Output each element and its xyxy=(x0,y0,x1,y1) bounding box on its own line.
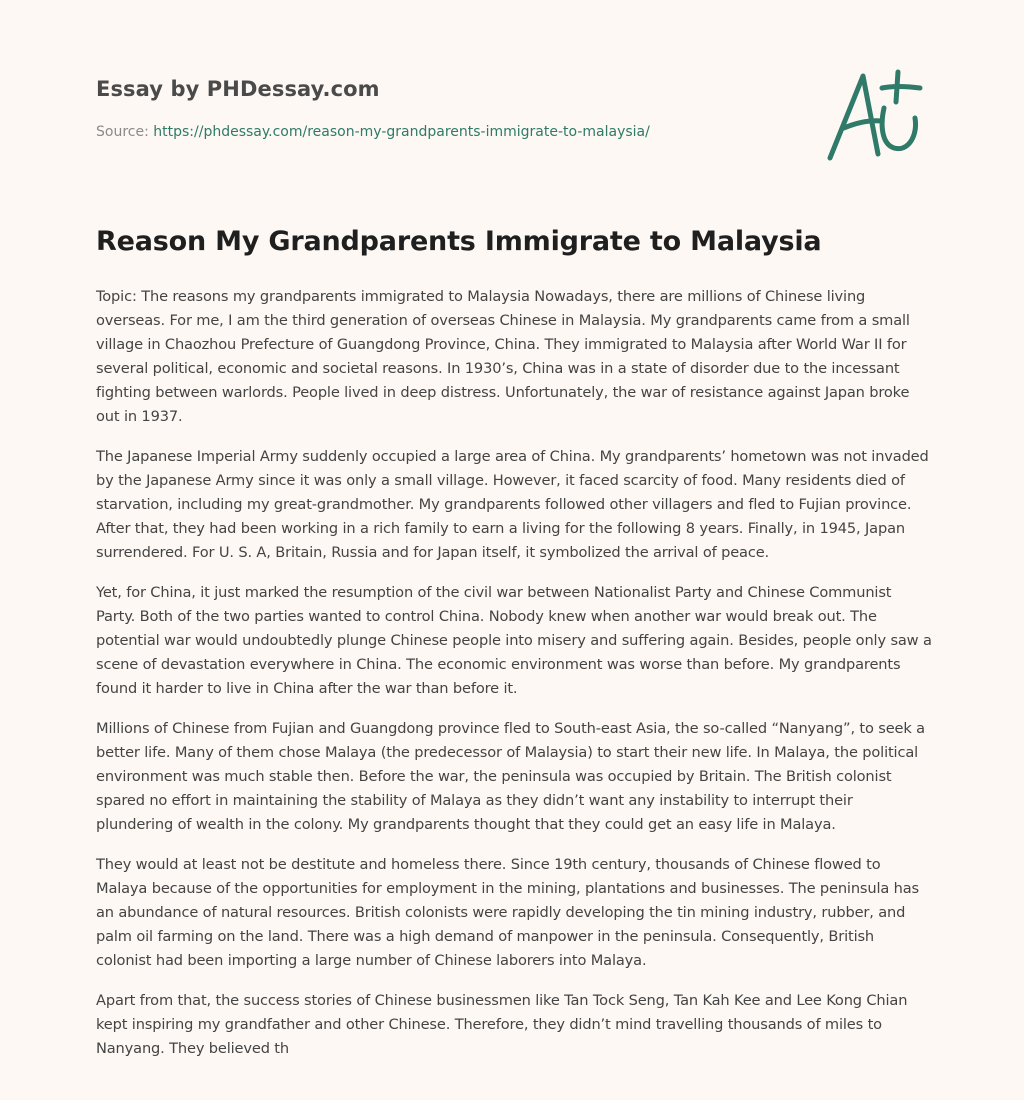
essay-paragraph: Topic: The reasons my grandparents immigrated to Malaysia Nowadays, there are millions of Chinese living overseas. For me, I am the third generation of overseas Chinese in Malaysia. My grandparents came from a small village in Chaozhou Prefecture of Guangdong Province, China. They immigrated to Malaysia after World War II for several political, economic and societal reasons. In 1930’s, China was in a state of disorder due to the incessant fighting between warlords. People lived in deep distress. Unfortunately, the war of resistance against Japan broke out in 1937. xyxy=(96,288,910,425)
essay-paragraph: Millions of Chinese from Fujian and Guangdong province fled to South-east Asia, the so-called “Nanyang”, to seek a better life. Many of them chose Malaya (the predecessor of Malaysia) to start their new life. In Malaya, the political environment was much stable then. Before the war, the peninsula was occupied by Britain. The British colonist spared no effort in maintaining the stability of Malaya as they didn’t want any instability to interrupt their plundering of wealth in the colony. My grandparents thought that they could get an easy life in Malaya. xyxy=(96,720,925,833)
source-label: Source: xyxy=(96,124,149,140)
essay-paragraph: Apart from that, the success stories of Chinese businessmen like Tan Tock Seng, Tan Kah Kee and Lee Kong Chian kept inspiring my grandfather and other Chinese. Therefore, they didn’t mind travelling thousands of miles to Nanyang. They believed th xyxy=(96,992,908,1057)
essay-paragraph: The Japanese Imperial Army suddenly occupied a large area of China. My grandparents’ hometown was not invaded by the Japanese Army since it was only a small village. However, it faced scarcity of food. Many residents died of starvation, including my great-grandmother. My grandparents followed other villagers and fled to Fujian province. After that, they had been working in a rich family to earn a living for the following 8 years. Finally, in 1945, Japan surrendered. For U. S. A, Britain, Russia and for Japan itself, it symbolized the arrival of peace. xyxy=(96,448,929,561)
source-link[interactable]: https://phdessay.com/reason-my-grandparents-immigrate-to-malaysia/ xyxy=(153,124,650,140)
essay-paragraph: Yet, for China, it just marked the resumption of the civil war between Nationalist Party and Chinese Communist Party. Both of the two parties wanted to control China. Nobody knew when another war would break out. The potential war would undoubtedly plunge Chinese people into misery and suffering again. Besides, people only saw a scene of devastation everywhere in China. The economic environment was worse than before. My grandparents found it harder to live in China after the war than before it. xyxy=(96,584,932,697)
essay-title: Reason My Grandparents Immigrate to Malaysia xyxy=(96,226,822,257)
a-plus-logo-icon xyxy=(820,66,930,166)
source-line xyxy=(96,124,650,140)
essay-body xyxy=(96,285,932,1077)
essay-paragraph: They would at least not be destitute and homeless there. Since 19th century, thousands of Chinese flowed to Malaya because of the opportunities for employment in the mining, plantations and businesses. The peninsula has an abundance of natural resources. British colonists were rapidly developing the tin mining industry, rubber, and palm oil farming on the land. There was a high demand of manpower in the peninsula. Consequently, British colonist had been importing a large number of Chinese laborers into Malaya. xyxy=(96,856,920,969)
site-brand: Essay by PHDessay.com xyxy=(96,77,380,101)
